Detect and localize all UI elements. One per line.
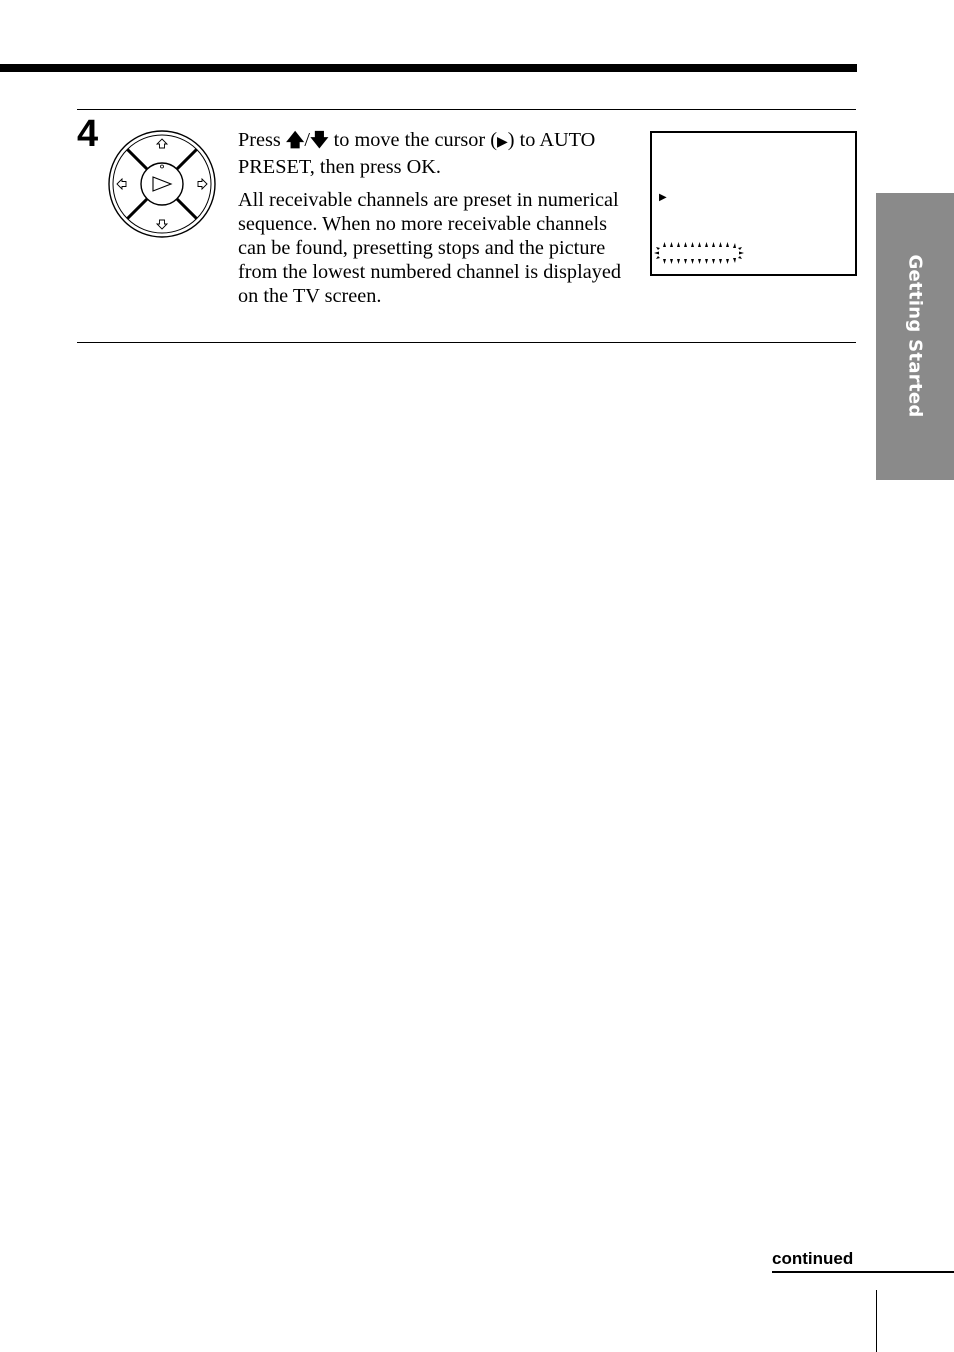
tv-screen-illustration bbox=[650, 131, 857, 276]
menu-cursor-icon: ▶ bbox=[659, 192, 667, 203]
continued-rule bbox=[772, 1271, 954, 1273]
instruction-sentence bbox=[238, 128, 628, 179]
instruction-text-pre: Press bbox=[238, 129, 286, 151]
down-arrow-icon: 🡇 bbox=[310, 130, 329, 151]
continued-label: continued bbox=[772, 1249, 854, 1268]
instruction-text-mid: to move the cursor ( bbox=[328, 129, 497, 151]
page-margin-rule bbox=[876, 1290, 877, 1352]
up-arrow-icon: 🡅 bbox=[285, 130, 305, 151]
step-description: All receivable channels are preset in numerical sequence. When no more receivable channels can be found, presetting stops and the picture from the lowest numbered channel is displayed on the TV screen. bbox=[238, 189, 621, 307]
remote-dial-icon bbox=[107, 129, 217, 239]
top-rule bbox=[0, 64, 857, 72]
section-tab-label: Getting Started bbox=[904, 254, 926, 418]
arrow-separator: / bbox=[304, 129, 311, 151]
blinking-indicator-icon bbox=[652, 236, 746, 266]
step-top-rule bbox=[77, 109, 856, 110]
step-number: 4 bbox=[77, 113, 99, 155]
section-tab bbox=[876, 193, 954, 480]
step-bottom-rule bbox=[77, 342, 856, 343]
step-instructions bbox=[238, 128, 628, 317]
cursor-glyph-icon: ▶ bbox=[496, 135, 508, 150]
instruction-text-post: ) to AUTO PRESET, then press OK. bbox=[238, 129, 596, 178]
